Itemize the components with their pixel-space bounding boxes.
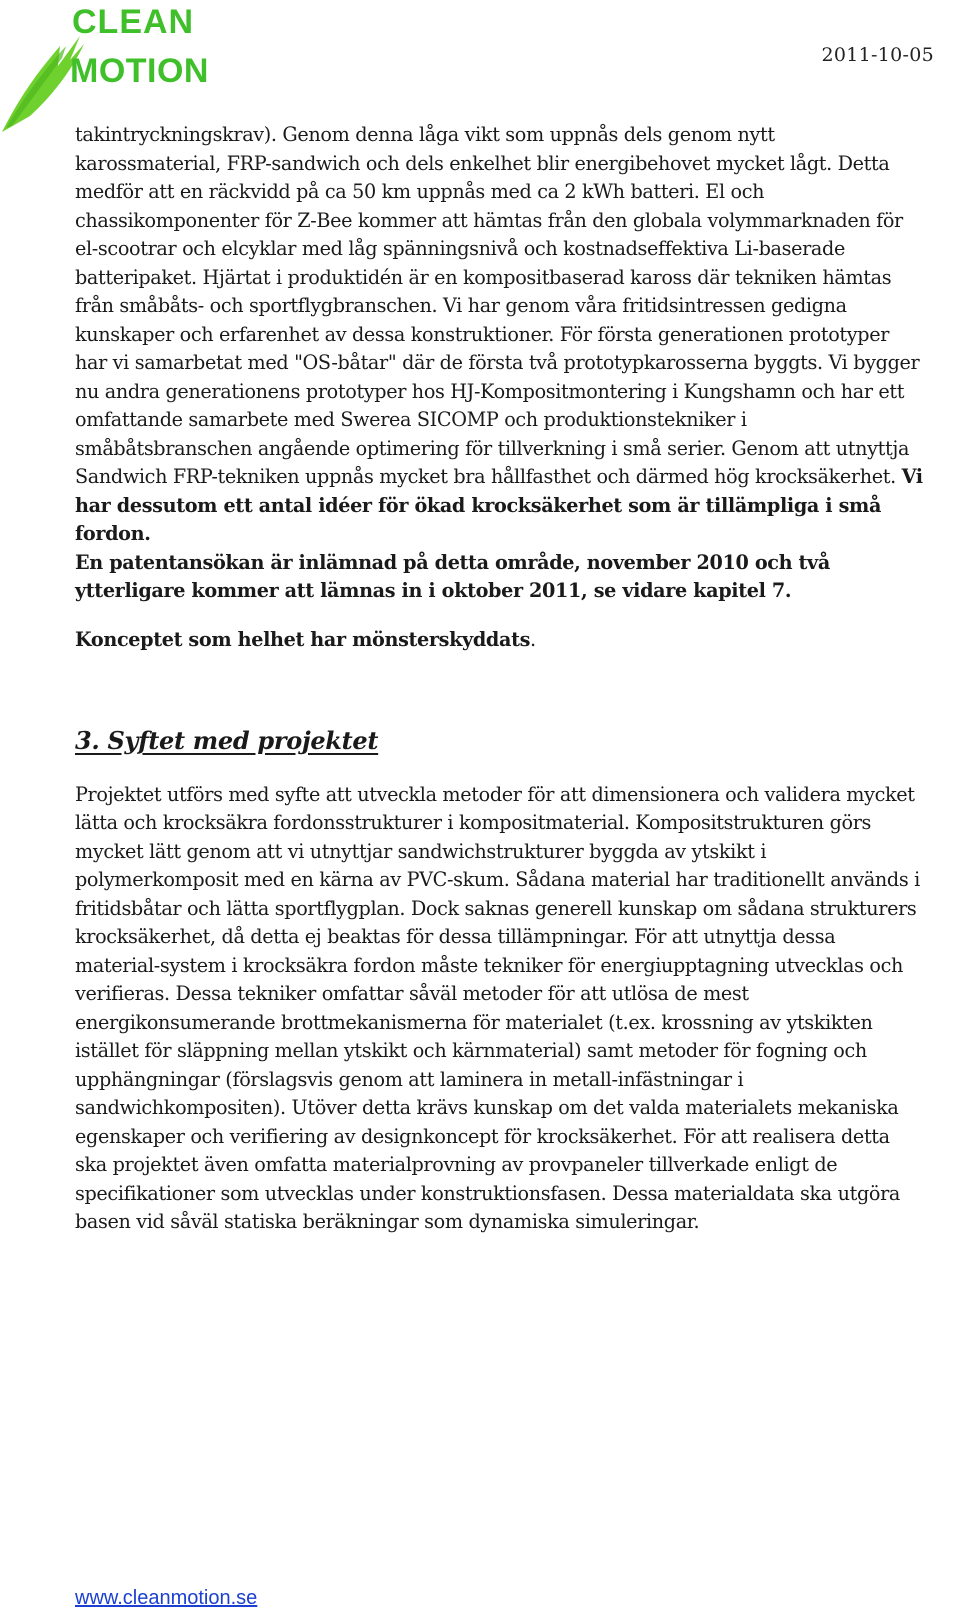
concept-line: [75, 626, 925, 654]
header-date: 2011-10-05: [821, 44, 934, 66]
concept-line-tail: .: [530, 627, 536, 651]
logo-line1: CLEAN: [72, 3, 195, 41]
section-paragraph: Projektet utförs med syfte att utveckla metoder för att dimensionera och validera mycket lätta och krocksäkra fordonsstrukturer i kompositmaterial. Kompositstrukturen görs mycket lätt genom att vi utnyttjar sandwichstrukturer byggda av ytskikt i polymerkomposit med en kärna av PVC-skum. Sådana material har traditionellt används i fritidsbåtar och lätta sportflygplan. Dock saknas generell kunskap om sådana strukturers krocksäkerhet, då detta ej beaktas för dessa tillämpningar. För att utnyttja dessa material-system i krocksäkra fordon måste tekniker för energiupptagning utvecklas och verifieras. Dessa tekniker omfattar såväl metoder för att utlösa de mest energikonsumerande brottmekanismerna för materialet (t.ex. krossning av ytskikten istället för släppning mellan ytskikt och kärnmaterial) samt metoder för fogning och upphängningar (förslagsvis genom att laminera in metall-infästningar i sandwichkompositen). Utöver detta krävs kunskap om det valda materialets mekaniska egenskaper och verifiering av designkoncept för krocksäkerhet. För att realisera detta ska projektet även omfatta materialprovning av provpaneler tillverkade enligt de specifikationer som utvecklas under konstruktionsfasen. Dessa materialdata ska utgöra basen vid såväl statiska beräkningar som dynamiska simuleringar.: [75, 782, 920, 1233]
clean-motion-logo: [0, 0, 230, 140]
intro-paragraph: [75, 121, 925, 549]
concept-line-bold: Konceptet som helhet har mönsterskyddats: [75, 627, 531, 651]
logo-line2: MOTION: [70, 52, 209, 90]
patent-paragraph: En patentansökan är inlämnad på detta område, november 2010 och två ytterligare kommer att lämnas in i oktober 2011, se vidare kapitel 7.: [75, 550, 830, 602]
intro-paragraph-text: takintryckningskrav). Genom denna låga vikt som uppnås dels genom nytt karossmaterial, FRP-sandwich och dels enkelhet blir energibehovet mycket lågt. Detta medför att en räckvidd på ca 50 km uppnås med ca 2 kWh batteri. El och chassikomponenter för Z-Bee kommer att hämtas från den globala volymmarknaden för el-scootrar och elcyklar med låg spänningsnivå och kostnadseffektiva Li-baserade batteripaket. Hjärtat i produktidén är en kompositbaserad kaross där tekniken hämtas från småbåts- och sportflygbranschen. Vi har genom våra fritidsintressen gedigna kunskaper och erfarenhet av dessa konstruktioner. För första generationen prototyper har vi samarbetat med "OS-båtar" där de första två prototypkarosserna byggts. Vi bygger nu andra generationens prototyper hos HJ-Kompositmontering i Kungshamn och har ett omfattande samarbete med Swerea SICOMP och produktionstekniker i småbåtsbranschen angående optimering för tillverkning i små serier. Genom att utnyttja Sandwich FRP-tekniken uppnås mycket bra hållfasthet och därmed hög krocksäkerhet.: [75, 123, 920, 488]
intro-paragraph-bold: Vi har dessutom ett antal idéer för ökad krocksäkerhet som är tillämpliga i små fordon.: [75, 465, 923, 545]
footer-website-link[interactable]: www.cleanmotion.se: [75, 1587, 258, 1609]
section-heading: 3. Syftet med projektet: [75, 725, 379, 755]
document-body: [75, 121, 925, 1237]
